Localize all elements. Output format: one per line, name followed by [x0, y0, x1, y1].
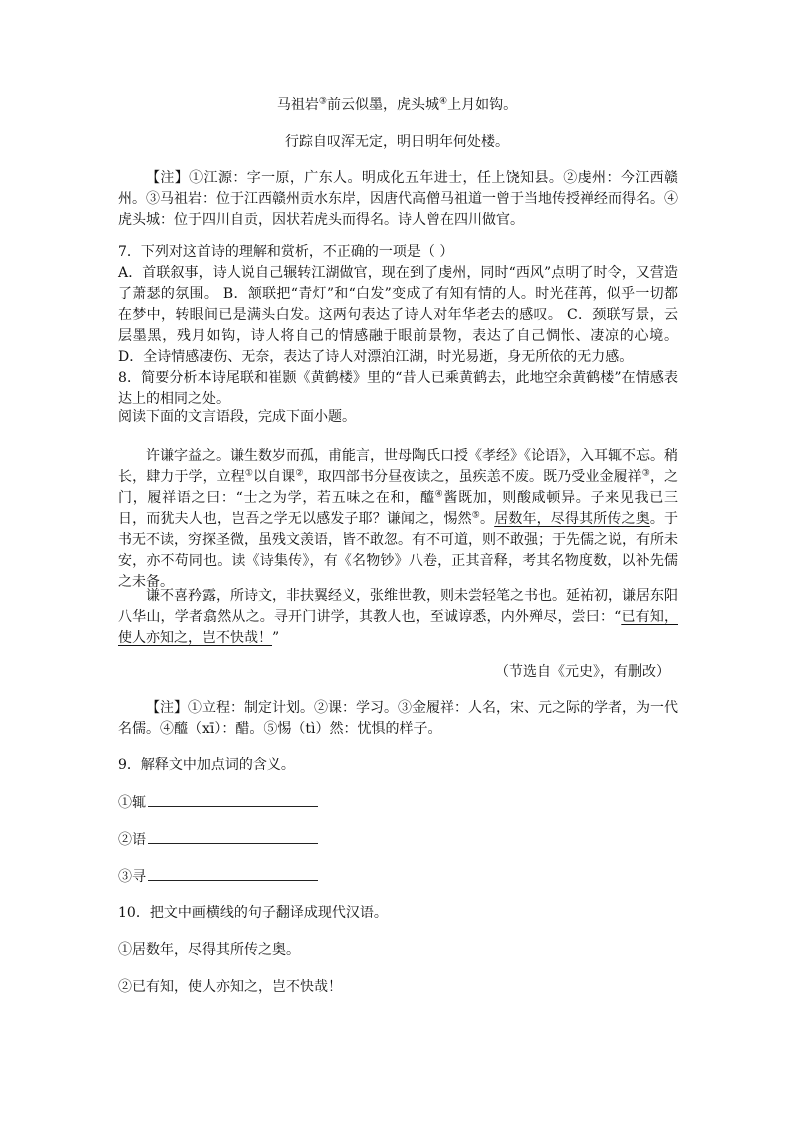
passage-text: 谦不喜矜露，所诗文，非扶翼经义，张维世教，则未尝轻笔之书也。延祐初，谦居东阳八华山，学者翕然从之。寻开门讲学，其教人也，至诚谆悉，内外殚尽，尝曰：“: [118, 588, 678, 625]
question-9-stem: 9．解释文中加点词的含义。: [118, 757, 295, 773]
footnote-marker: ②: [295, 468, 304, 479]
poem-line-4: 行踪自叹浑无定，明日明年何处楼。: [285, 134, 509, 150]
footnote-marker: ④: [434, 489, 444, 500]
reading-intro: 阅读下面的文言语段，完成下面小题。: [118, 409, 356, 425]
answer-label: ②语: [118, 832, 146, 848]
footnote-marker: ①: [244, 468, 254, 479]
poem-text: 前云似墨，虎头城: [327, 97, 439, 113]
passage-text: 许谦字益之。谦生数岁而孤，甫能言，世母陶氏口授《孝经》《论语》，入耳辄不忘。稍长，肆力于学，立程: [118, 448, 678, 485]
passage-note: 【注】①立程：制定计划。②课：学习。③金履祥：人名，宋、元之际的学者，为一代名儒。④醯（xī）：醋。⑤惕（tì）然：忧惧的样子。: [118, 700, 678, 737]
passage-text: ，之门，履祥语之曰：“士之为学，若五味之在和，醯: [118, 469, 679, 506]
passage-text: 。于书无不读，穷探圣微，虽残文羡语，皆不敢忽。有不可道，则不敢强；于先儒之说，有所未安，亦不苟同也。读《诗集传》，有《名物钞》八卷，正其音释，考其名物度数，以补先儒之未备。: [118, 511, 679, 590]
poem-text: 上月如钩。: [447, 97, 518, 113]
underlined-sentence-1: 居数年，尽得其所传之奥: [494, 511, 650, 527]
passage-paragraph-2: [118, 586, 678, 649]
passage-text: 酱既加，则酸咸顿异。子来见我已三日，而犹夫人也，岂吾之学无以感发子耶？谦闻之，惕然: [118, 490, 679, 527]
answer-line-1: [118, 792, 318, 813]
poem-text: 马祖岩: [276, 97, 319, 113]
answer-blank[interactable]: [148, 829, 318, 844]
passage-paragraph-1: [118, 446, 678, 593]
question-8: 8．简要分析本诗尾联和崔颢《黄鹤楼》里的“昔人已乘黄鹤去，此地空余黄鹤楼”在情感表达上的相同之处。: [118, 370, 678, 407]
footnote-marker: ⑤: [471, 510, 481, 521]
footnote-marker: ③: [641, 468, 650, 479]
question-7-options: A．首联叙事，诗人说自己辗转江湖做官，现在到了虔州，同时“西风”点明了时令，又营造了萧瑟的氛围。 B．颔联把“青灯”和“白发”变成了有知有情的人。时光荏苒，似乎一切都在梦中，转眼间已是满头白发。这两句表达了诗人对年华老去的感叹。 C．颈联写景，云层墨黑，残月如钩，诗人将自己的情感融于眼前景物，表达了自己惆怅、凄凉的心境。 D．全诗情感凄伤、无奈，表达了诗人对漂泊江湖，时光易逝，身无所依的无力感。: [118, 265, 678, 365]
question-7-stem: 7．下列对这首诗的理解和赏析，不正确的一项是（ ）: [118, 244, 454, 260]
answer-blank[interactable]: [148, 792, 318, 807]
answer-label: ①辄: [118, 795, 146, 811]
answer-line-2: [118, 829, 318, 850]
passage-text: 。: [480, 511, 495, 527]
poem-note: 【注】①江源：字一原，广东人。明成化五年进士，任上饶知县。②虔州：今江西赣州。③马祖岩：位于江西赣州贡水东岸，因唐代高僧马祖道一曾于当地传授禅经而得名。④虎头城：位于四川自贡，因状若虎头而得名。诗人曾在四川做官。: [118, 170, 678, 228]
passage-text: ”: [272, 630, 280, 646]
passage-text: 以自课: [253, 469, 296, 485]
answer-line-3: [118, 866, 318, 887]
footnote-marker: ③: [318, 96, 327, 107]
source-citation: （节选自《元史》，有删改）: [495, 664, 670, 680]
answer-blank[interactable]: [148, 866, 318, 881]
question-10-item-2: ②已有知，使人亦知之，岂不快哉！: [118, 979, 342, 995]
answer-label: ③寻: [118, 869, 146, 885]
poem-line-3: [0, 95, 794, 115]
underlined-sentence-2: 已有知，使人亦知之，岂不快哉！: [118, 609, 678, 646]
question-7: [118, 242, 678, 368]
question-10-stem: 10．把文中画横线的句子翻译成现代汉语。: [118, 905, 388, 921]
question-10-item-1: ①居数年，尽得其所传之奥。: [118, 942, 300, 958]
passage-text: ，取四部书分昼夜读之，虽疾恙不废。既乃受业金履祥: [303, 469, 642, 485]
footnote-marker: ④: [439, 96, 448, 107]
